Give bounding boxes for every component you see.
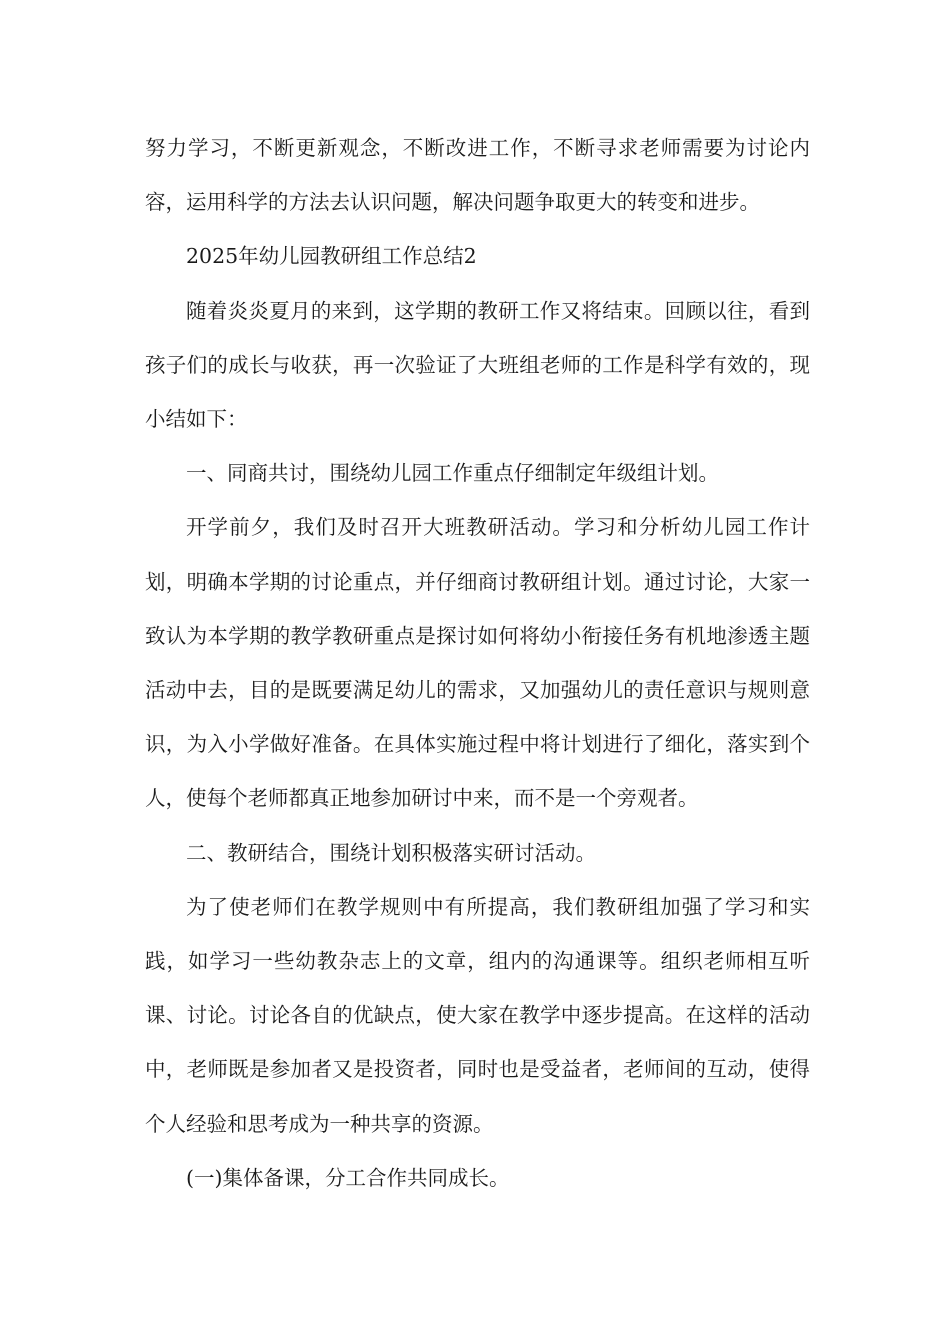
document-body (145, 121, 810, 1205)
heading-part-one: 一、同商共讨，围绕幼儿园工作重点仔细制定年级组计划。 (186, 461, 719, 486)
paragraph-part-one: 开学前夕，我们及时召开大班教研活动。学习和分析幼儿园工作计划，明确本学期的讨论重点，并仔细商讨教研组计划。通过讨论，大家一致认为本学期的教学教研重点是探讨如何将幼小衔接任务有机地渗透主题活动中去，目的是既要满足幼儿的需求，又加强幼儿的责任意识与规则意识，为入小学做好准备。在具体实施过程中将计划进行了细化，落实到个人，使每个老师都真正地参加研讨中来，而不是一个旁观者。 (145, 515, 810, 811)
paragraph-continuation: 努力学习，不断更新观念，不断改进工作，不断寻求老师需要为讨论内容，运用科学的方法去认识问题，解决问题争取更大的转变和进步。 (145, 136, 810, 215)
section-title: 2025年幼儿园教研组工作总结2 (186, 244, 477, 269)
heading-part-two: 二、教研结合，围绕计划积极落实研讨活动。 (186, 840, 596, 865)
paragraph-part-two: 为了使老师们在教学规则中有所提高，我们教研组加强了学习和实践，如学习一些幼教杂志上的文章，组内的沟通课等。组织老师相互听课、讨论。讨论各自的优缺点，使大家在教学中逐步提高。在这样的活动中，老师既是参加者又是投资者，同时也是受益者，老师间的互动，使得个人经验和思考成为一种共享的资源。 (145, 894, 810, 1136)
subheading-collective-lesson-prep: (一)集体备课，分工合作共同成长。 (186, 1165, 510, 1190)
paragraph-intro: 随着炎炎夏月的来到，这学期的教研工作又将结束。回顾以往，看到孩子们的成长与收获，再一次验证了大班组老师的工作是科学有效的，现小结如下： (145, 298, 810, 432)
